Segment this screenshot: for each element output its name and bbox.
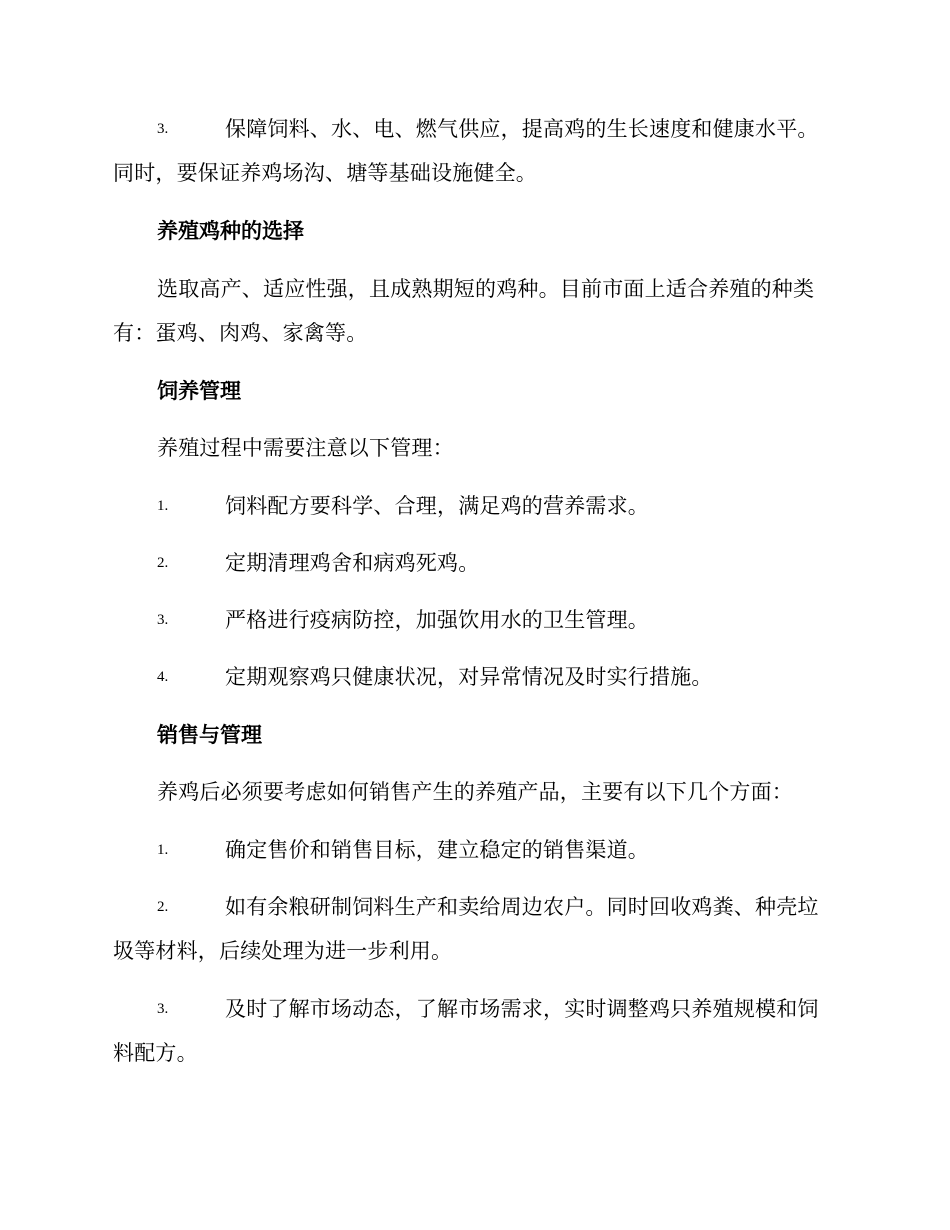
list-item-text: 保障饲料、水、电、燃气供应，提高鸡的生长速度和健康水平。 (225, 117, 819, 141)
list-item-text-continued: 同时，要保证养鸡场沟、塘等基础设施健全。 (113, 161, 537, 185)
paragraph-breed-continued: 有：蛋鸡、肉鸡、家禽等。 (113, 321, 368, 345)
list-item-text-continued: 圾等材料，后续处理为进一步利用。 (113, 939, 453, 963)
list-item-text: 定期观察鸡只健康状况，对异常情况及时实行措施。 (225, 665, 713, 689)
paragraph-sales: 养鸡后必须要考虑如何销售产生的养殖产品，主要有以下几个方面： (157, 780, 793, 804)
section-heading-sales: 销售与管理 (157, 723, 262, 747)
list-number: 3. (157, 612, 169, 628)
section-heading-feeding: 饲养管理 (157, 379, 241, 403)
list-number: 1. (157, 498, 169, 514)
list-number: 1. (157, 842, 169, 858)
list-item-text: 及时了解市场动态，了解市场需求，实时调整鸡只养殖规模和饲 (225, 997, 819, 1021)
list-item-text: 严格进行疫病防控，加强饮用水的卫生管理。 (225, 608, 649, 632)
list-item-text: 饲料配方要科学、合理，满足鸡的营养需求。 (225, 494, 649, 518)
list-number: 3. (157, 1001, 169, 1017)
paragraph-feeding: 养殖过程中需要注意以下管理： (157, 436, 454, 460)
list-item-text-continued: 料配方。 (113, 1041, 198, 1065)
list-item-text: 定期清理鸡舍和病鸡死鸡。 (225, 551, 480, 575)
list-number: 2. (157, 555, 169, 571)
paragraph-breed: 选取高产、适应性强，且成熟期短的鸡种。目前市面上适合养殖的种类 (157, 277, 815, 301)
list-number: 3. (157, 121, 169, 137)
list-number: 4. (157, 669, 169, 685)
list-number: 2. (157, 899, 169, 915)
list-item-text: 确定售价和销售目标，建立稳定的销售渠道。 (225, 838, 649, 862)
section-heading-breed: 养殖鸡种的选择 (157, 219, 304, 243)
list-item-text: 如有余粮研制饲料生产和卖给周边农户。同时回收鸡粪、种壳垃 (225, 895, 819, 919)
